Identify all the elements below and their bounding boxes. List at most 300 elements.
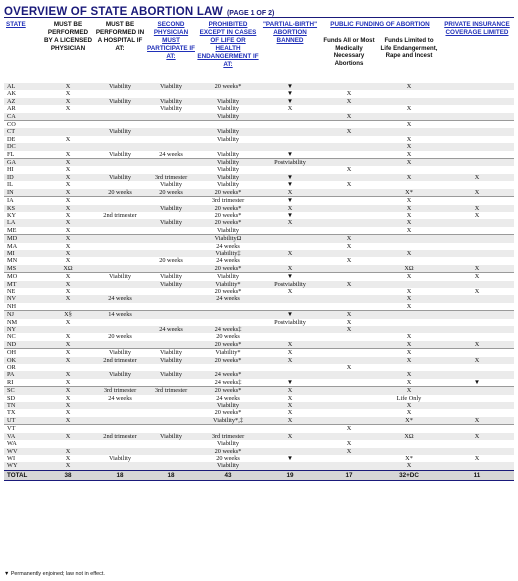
document-title: [4, 2, 514, 18]
cell-licensed: [42, 143, 94, 150]
table-row: [4, 83, 514, 90]
cell-private-insurance: X: [440, 357, 514, 364]
total-hospital: 18: [94, 470, 146, 480]
cell-second-physician: [146, 425, 196, 433]
cell-second-physician: 3rd trimester: [146, 174, 196, 181]
cell-hospital: [94, 462, 146, 470]
cell-funds-all: [320, 227, 378, 235]
table-row: [4, 364, 514, 371]
cell-hospital: [94, 319, 146, 326]
cell-second-physician: Viability: [146, 205, 196, 212]
cell-funds-all: [320, 402, 378, 409]
cell-funds-limited: X: [378, 174, 440, 181]
cell-hospital: 3rd trimester: [94, 387, 146, 395]
cell-funds-all: X: [320, 425, 378, 433]
cell-prohibited: 20 weeks*: [214, 409, 242, 417]
cell-licensed: [42, 425, 94, 433]
cell-state: MA: [7, 242, 18, 250]
cell-state: NC: [7, 333, 16, 341]
cell-funds-all: [320, 159, 378, 167]
cell-second-physician: 20 weeks: [146, 189, 196, 197]
cell-state: DE: [7, 135, 16, 143]
cell-licensed: X: [65, 287, 71, 295]
cell-partial-birth: [260, 121, 320, 129]
cell-private-insurance: [440, 402, 514, 409]
cell-funds-all: [320, 189, 378, 197]
cell-hospital: [94, 265, 146, 273]
cell-funds-limited: X: [378, 341, 440, 349]
cell-prohibited: 24 weeks: [216, 394, 240, 402]
cell-licensed: X: [42, 417, 94, 425]
cell-partial-birth: X: [260, 417, 320, 425]
cell-second-physician: [146, 113, 196, 121]
cell-state: MS: [4, 265, 42, 273]
total-prohibited: 43: [196, 470, 260, 480]
cell-partial-birth: Postviability: [260, 159, 320, 167]
cell-prohibited: [196, 303, 260, 311]
total-funds-limited: 32+DC: [378, 470, 440, 480]
cell-second-physician: Viability: [146, 281, 196, 288]
cell-state: NM: [7, 318, 18, 326]
cell-state: CT: [4, 128, 42, 135]
cell-second-physician: [146, 402, 196, 409]
cell-private-insurance: X: [474, 454, 480, 462]
table-row: [4, 371, 514, 378]
cell-prohibited: ViabilityΩ: [196, 235, 260, 243]
cell-second-physician: [146, 409, 196, 416]
cell-partial-birth: X: [260, 250, 320, 257]
cell-second-physician: [146, 212, 196, 219]
header-public-funding: PUBLIC FUNDING OF ABORTION: [330, 21, 430, 28]
cell-partial-birth: X: [260, 189, 320, 197]
cell-licensed: X§: [42, 311, 94, 319]
cell-prohibited: 24 weeks: [196, 295, 260, 302]
cell-second-physician: [146, 265, 196, 273]
cell-partial-birth: ▼: [286, 150, 294, 158]
cell-funds-limited: X: [378, 462, 440, 470]
cell-licensed: X: [42, 462, 94, 470]
cell-partial-birth: [260, 364, 320, 371]
cell-state: MD: [4, 235, 42, 243]
cell-second-physician: Viability: [159, 105, 182, 113]
cell-partial-birth: ▼: [286, 378, 294, 386]
cell-partial-birth: [260, 371, 320, 378]
cell-prohibited: Viability: [196, 273, 260, 281]
cell-private-insurance: [440, 243, 514, 250]
cell-private-insurance: X: [440, 341, 514, 349]
cell-funds-all: X: [320, 326, 378, 333]
cell-hospital: [94, 166, 146, 173]
cell-hospital: [94, 364, 146, 371]
cell-funds-limited: X: [406, 226, 412, 234]
cell-second-physician: [146, 197, 196, 205]
table-row: [4, 143, 514, 150]
cell-prohibited: 3rd trimester: [196, 433, 260, 440]
table-row: [4, 288, 514, 295]
cell-partial-birth: ▼: [260, 83, 320, 90]
cell-licensed: [42, 303, 94, 311]
cell-funds-all: X: [346, 257, 352, 265]
table-row: [4, 212, 514, 219]
cell-funds-all: X: [346, 318, 352, 326]
cell-partial-birth: [260, 303, 320, 311]
cell-partial-birth: [260, 235, 320, 243]
cell-licensed: X: [42, 98, 94, 105]
cell-funds-limited: [378, 128, 440, 135]
cell-state: TN: [4, 402, 42, 409]
cell-funds-limited: X: [378, 349, 440, 357]
cell-licensed: X: [65, 90, 71, 98]
cell-hospital: [94, 243, 146, 250]
cell-state: LA: [4, 219, 42, 226]
cell-funds-limited: X*: [378, 417, 440, 425]
table-row: [4, 281, 514, 288]
cell-prohibited: 20 weeks*: [196, 189, 260, 197]
cell-funds-all: [320, 197, 378, 205]
cell-state: MO: [4, 273, 42, 281]
cell-partial-birth: [260, 143, 320, 150]
cell-second-physician: 24 weeks: [159, 150, 183, 158]
cell-partial-birth: ▼: [260, 98, 320, 105]
cell-licensed: X: [65, 378, 71, 386]
cell-funds-limited: X: [378, 295, 440, 302]
cell-funds-all: [320, 349, 378, 357]
cell-prohibited: [196, 425, 260, 433]
cell-second-physician: [146, 235, 196, 243]
cell-funds-all: [320, 455, 378, 462]
cell-licensed: X: [42, 341, 94, 349]
cell-funds-all: X: [346, 90, 352, 98]
cell-prohibited: [196, 311, 260, 319]
cell-private-insurance: X: [440, 273, 514, 281]
cell-hospital: [94, 448, 146, 455]
table-row: [4, 235, 514, 243]
cell-prohibited: 20 weeks*: [214, 287, 242, 295]
table-row: [4, 333, 514, 340]
header-second-physician: SECOND PHYSICIAN MUST PARTICIPATE IF AT:: [147, 21, 195, 60]
table-row: [4, 319, 514, 326]
cell-partial-birth: [260, 243, 320, 250]
cell-funds-all: [320, 417, 378, 425]
cell-partial-birth: X: [260, 433, 320, 440]
cell-second-physician: Viability: [146, 357, 196, 364]
cell-state: NV: [4, 295, 42, 302]
cell-private-insurance: X: [440, 189, 514, 197]
cell-prohibited: 20 weeks: [216, 333, 240, 341]
cell-second-physician: [146, 364, 196, 371]
cell-state: UT: [4, 417, 42, 425]
cell-private-insurance: [440, 121, 514, 129]
cell-second-physician: [146, 288, 196, 295]
cell-funds-limited: X: [406, 378, 412, 386]
cell-licensed: X: [42, 273, 94, 281]
table-row: [4, 402, 514, 409]
cell-funds-limited: X: [406, 302, 412, 310]
cell-prohibited: Viability: [196, 98, 260, 105]
cell-hospital: 20 weeks: [108, 333, 132, 341]
table-row: [4, 136, 514, 143]
cell-funds-limited: [378, 257, 440, 264]
cell-prohibited: 20 weeks*: [196, 357, 260, 364]
cell-state: AK: [7, 90, 17, 98]
cell-licensed: X: [65, 454, 71, 462]
cell-funds-limited: [378, 181, 440, 188]
table-row: [4, 197, 514, 205]
cell-funds-all: X: [320, 448, 378, 455]
cell-private-insurance: [440, 387, 514, 395]
total-second: 18: [146, 470, 196, 480]
table-row: [4, 303, 514, 311]
cell-second-physician: [146, 379, 196, 387]
table-row: [4, 181, 514, 188]
cell-prohibited: [196, 319, 260, 326]
cell-private-insurance: X: [440, 417, 514, 425]
cell-funds-all: [320, 462, 378, 470]
cell-second-physician: Viability: [146, 433, 196, 440]
cell-private-insurance: [440, 197, 514, 205]
table-row: [4, 205, 514, 212]
cell-state: AZ: [4, 98, 42, 105]
header-funds-limited: Funds Limited to Life Endangerment, Rape and Incest: [380, 37, 438, 60]
cell-second-physician: [146, 303, 196, 311]
cell-funds-limited: XΩ: [378, 433, 440, 440]
table-row: [4, 128, 514, 135]
cell-state: OH: [4, 349, 42, 357]
cell-hospital: [94, 113, 146, 121]
table-row: [4, 455, 514, 462]
cell-private-insurance: [440, 364, 514, 371]
total-private: 11: [440, 470, 514, 480]
table-row: [4, 98, 514, 105]
footnote: ▼ Permanently enjoined; law not in effect.: [4, 571, 105, 577]
cell-state: PA: [4, 371, 42, 378]
cell-state: NJ: [4, 311, 42, 319]
cell-licensed: X: [42, 295, 94, 302]
cell-licensed: X: [65, 166, 71, 174]
cell-private-insurance: X: [440, 433, 514, 440]
cell-prohibited: [196, 364, 260, 371]
cell-partial-birth: X: [260, 219, 320, 226]
cell-hospital: [94, 143, 146, 150]
cell-partial-birth: X: [260, 265, 320, 273]
cell-funds-limited: [378, 440, 440, 447]
cell-second-physician: [146, 455, 196, 462]
cell-state: IL: [7, 181, 13, 189]
cell-licensed: X: [42, 448, 94, 455]
cell-licensed: [42, 121, 94, 129]
cell-hospital: 14 weeks: [94, 311, 146, 319]
cell-second-physician: [146, 136, 196, 143]
table-row: [4, 387, 514, 395]
cell-prohibited: [196, 143, 260, 150]
cell-hospital: [94, 288, 146, 295]
cell-funds-limited: X: [378, 273, 440, 281]
cell-state: CA: [4, 113, 42, 121]
cell-partial-birth: [260, 425, 320, 433]
table-row: [4, 219, 514, 226]
cell-prohibited: Viability: [196, 113, 260, 121]
table-row: [4, 265, 514, 273]
cell-licensed: X: [42, 197, 94, 205]
total-partial: 19: [260, 470, 320, 480]
cell-funds-all: [320, 143, 378, 150]
cell-partial-birth: [260, 113, 320, 121]
cell-funds-limited: X: [378, 250, 440, 257]
cell-funds-all: X: [346, 242, 352, 250]
cell-licensed: XΩ: [42, 265, 94, 273]
cell-licensed: [42, 128, 94, 135]
cell-state: FL: [7, 150, 15, 158]
cell-funds-limited: X: [378, 159, 440, 167]
cell-private-insurance: [440, 227, 514, 235]
table-row: [4, 166, 514, 173]
cell-prohibited: Viability: [196, 174, 260, 181]
cell-licensed: X: [42, 357, 94, 364]
cell-funds-all: [320, 121, 378, 129]
cell-state: WY: [4, 462, 42, 470]
cell-private-insurance: [440, 395, 514, 402]
cell-prohibited: Viability: [196, 128, 260, 135]
cell-prohibited: Viability: [216, 440, 239, 448]
table-row: [4, 295, 514, 302]
cell-private-insurance: [440, 349, 514, 357]
cell-funds-all: [320, 371, 378, 378]
cell-funds-all: [320, 174, 378, 181]
table-row: [4, 417, 514, 425]
cell-funds-all: [320, 151, 378, 159]
cell-private-insurance: [440, 235, 514, 243]
cell-licensed: [42, 326, 94, 333]
cell-private-insurance: [440, 409, 514, 416]
cell-funds-limited: X*: [405, 454, 413, 462]
header-licensed-physician: MUST BE PERFORMED BY A LICENSED PHYSICIAN: [43, 21, 93, 52]
table-row: [4, 243, 514, 250]
cell-private-insurance: [440, 98, 514, 105]
cell-partial-birth: ▼: [286, 90, 294, 98]
cell-second-physician: Viability: [159, 181, 182, 189]
header-funds-all: Funds All or Most Medically Necessary Abortions: [323, 37, 375, 67]
table-row: [4, 151, 514, 159]
cell-licensed: [42, 364, 94, 371]
table-row: [4, 357, 514, 364]
cell-private-insurance: [440, 281, 514, 288]
cell-licensed: X: [42, 219, 94, 226]
cell-funds-all: [320, 303, 378, 311]
cell-licensed: X: [65, 226, 71, 234]
cell-funds-limited: X: [406, 105, 412, 113]
header-hospital: MUST BE PERFORMED IN A HOSPITAL IF AT:: [95, 21, 145, 52]
cell-funds-limited: [378, 448, 440, 455]
cell-second-physician: Viability: [146, 98, 196, 105]
cell-prohibited: 20 weeks*: [196, 219, 260, 226]
cell-second-physician: [146, 90, 196, 97]
cell-state: KY: [7, 211, 17, 219]
cell-hospital: [94, 219, 146, 226]
cell-private-insurance: [440, 90, 514, 97]
cell-private-insurance: ▼: [473, 378, 481, 386]
cell-state: WI: [7, 454, 16, 462]
cell-funds-limited: Life Only: [396, 394, 422, 402]
cell-private-insurance: X: [474, 287, 480, 295]
cell-partial-birth: ▼: [286, 211, 294, 219]
cell-funds-all: X: [346, 166, 352, 174]
cell-partial-birth: ▼: [260, 273, 320, 281]
header-partial-birth: "PARTIAL-BIRTH" ABORTION BANNED: [262, 21, 318, 44]
cell-prohibited: Viability: [216, 166, 239, 174]
cell-prohibited: 20 weeks*: [196, 448, 260, 455]
cell-prohibited: Viability: [216, 135, 239, 143]
cell-private-insurance: X: [440, 205, 514, 212]
cell-state: AL: [4, 83, 42, 90]
table-row: [4, 448, 514, 455]
cell-hospital: 20 weeks: [94, 189, 146, 197]
cell-private-insurance: [440, 371, 514, 378]
totals-row: [4, 470, 514, 480]
cell-private-insurance: [440, 319, 514, 326]
cell-private-insurance: X: [440, 265, 514, 273]
cell-private-insurance: [440, 250, 514, 257]
cell-funds-all: [320, 273, 378, 281]
cell-funds-limited: [378, 311, 440, 319]
cell-partial-birth: [260, 462, 320, 470]
cell-funds-all: X: [320, 128, 378, 135]
cell-licensed: X: [65, 257, 71, 265]
cell-licensed: X: [65, 318, 71, 326]
cell-private-insurance: [440, 440, 514, 447]
cell-hospital: [94, 281, 146, 288]
cell-partial-birth: [260, 136, 320, 143]
cell-prohibited: Viability: [196, 462, 260, 470]
total-funds-all: 17: [320, 470, 378, 480]
cell-hospital: [94, 181, 146, 188]
cell-partial-birth: ▼: [260, 311, 320, 319]
cell-partial-birth: X: [260, 205, 320, 212]
total-label: TOTAL: [4, 470, 42, 480]
cell-prohibited: Viability*,‡: [196, 417, 260, 425]
cell-hospital: [94, 136, 146, 143]
cell-hospital: [94, 235, 146, 243]
cell-partial-birth: X: [287, 287, 293, 295]
cell-funds-limited: [378, 326, 440, 333]
cell-funds-limited: X: [378, 402, 440, 409]
cell-hospital: [94, 250, 146, 257]
cell-hospital: [94, 326, 146, 333]
cell-second-physician: Viability: [146, 349, 196, 357]
cell-prohibited: Viability*: [196, 349, 260, 357]
cell-state: DC: [4, 143, 42, 150]
cell-funds-limited: X: [378, 357, 440, 364]
cell-licensed: X: [42, 174, 94, 181]
cell-state: MT: [4, 281, 42, 288]
cell-partial-birth: [260, 326, 320, 333]
cell-state: CO: [4, 121, 42, 129]
cell-hospital: [94, 379, 146, 387]
cell-state: IA: [4, 197, 42, 205]
cell-funds-all: X: [346, 364, 352, 372]
cell-prohibited: 20 weeks*: [196, 341, 260, 349]
cell-prohibited: Viability: [216, 150, 239, 158]
cell-state: IN: [4, 189, 42, 197]
cell-state: OR: [7, 364, 16, 372]
cell-prohibited: 20 weeks*: [196, 265, 260, 273]
table-row: [4, 105, 514, 112]
cell-state: RI: [7, 378, 14, 386]
cell-state: SD: [7, 394, 16, 402]
cell-licensed: X: [42, 349, 94, 357]
cell-funds-all: [320, 409, 378, 416]
cell-private-insurance: [440, 295, 514, 302]
cell-funds-all: [320, 295, 378, 302]
